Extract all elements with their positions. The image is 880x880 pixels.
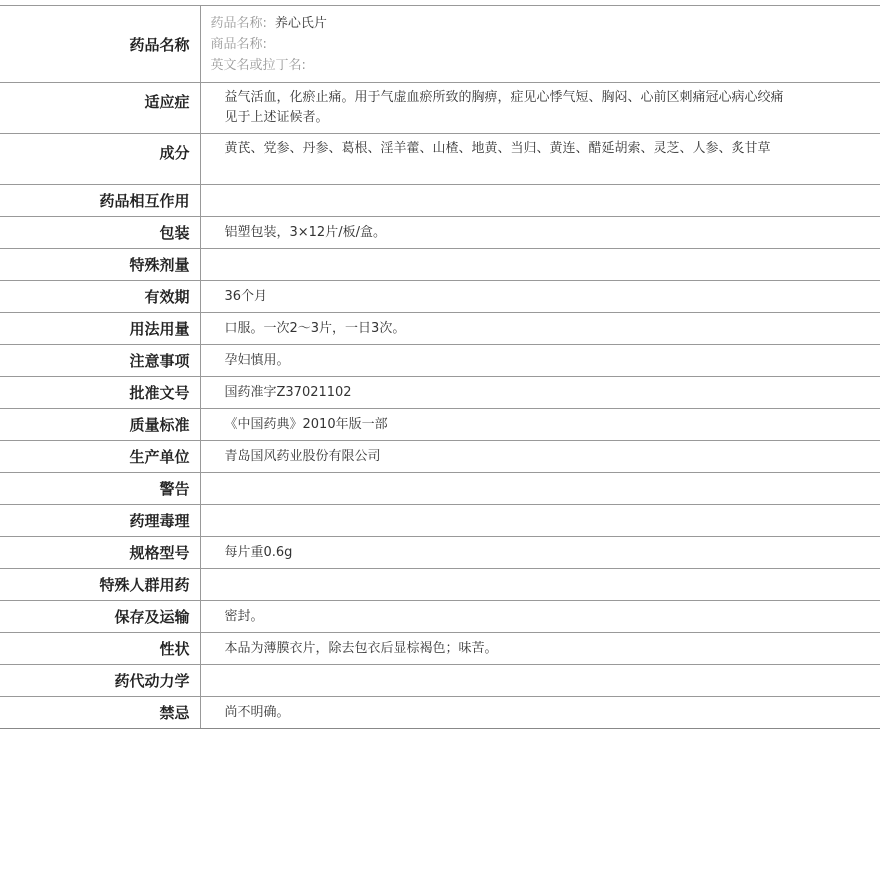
label-standard: 质量标准	[0, 409, 200, 441]
name-line-latin	[201, 55, 791, 76]
value-specification: 每片重0.6g	[200, 537, 880, 569]
row-drug-name	[0, 6, 880, 83]
label-interactions: 药品相互作用	[0, 185, 200, 217]
label-ingredients: 成分	[0, 134, 200, 185]
value-standard: 《中国药典》2010年版一部	[200, 409, 880, 441]
label-indications: 适应症	[0, 83, 200, 134]
value-indications: 益气活血，化瘀止痛。用于气虚血瘀所致的胸痹，症见心悸气短、胸闷、心前区刺痛冠心病心绞痛见于上述证候者。	[200, 83, 880, 134]
label-description: 性状	[0, 633, 200, 665]
row-storage	[0, 601, 880, 633]
latin-name-value	[306, 58, 314, 73]
name-line-generic	[201, 13, 791, 34]
value-ingredients: 黄芪、党参、丹参、葛根、淫羊藿、山楂、地黄、当归、黄连、醋延胡索、灵芝、人参、炙甘草	[200, 134, 880, 185]
trade-name-value	[267, 37, 275, 52]
value-package: 铝塑包装，3×12片/板/盒。	[200, 217, 880, 249]
value-storage: 密封。	[200, 601, 880, 633]
value-special-dosage	[200, 249, 880, 281]
row-specification	[0, 537, 880, 569]
label-toxicology: 药理毒理	[0, 505, 200, 537]
row-contraindications	[0, 697, 880, 729]
row-shelf-life	[0, 281, 880, 313]
label-special-dosage: 特殊剂量	[0, 249, 200, 281]
row-standard	[0, 409, 880, 441]
value-contraindications: 尚不明确。	[200, 697, 880, 729]
label-special-groups: 特殊人群用药	[0, 569, 200, 601]
label-usage: 用法用量	[0, 313, 200, 345]
row-toxicology	[0, 505, 880, 537]
value-description: 本品为薄膜衣片，除去包衣后显棕褐色；味苦。	[200, 633, 880, 665]
drug-spec-table	[0, 5, 880, 729]
label-shelf-life: 有效期	[0, 281, 200, 313]
label-manufacturer: 生产单位	[0, 441, 200, 473]
label-precautions: 注意事项	[0, 345, 200, 377]
value-toxicology	[200, 505, 880, 537]
name-line-trade	[201, 34, 791, 55]
value-pharmacokinetics	[200, 665, 880, 697]
generic-name-value: 养心氏片	[274, 15, 327, 31]
value-special-groups	[200, 569, 880, 601]
row-description	[0, 633, 880, 665]
generic-name-label: 药品名称:	[210, 15, 267, 31]
value-precautions: 孕妇慎用。	[200, 345, 880, 377]
value-usage: 口服。一次2～3片，一日3次。	[200, 313, 880, 345]
value-approval: 国药准字Z37021102	[200, 377, 880, 409]
row-interactions	[0, 185, 880, 217]
label-contraindications: 禁忌	[0, 697, 200, 729]
label-specification: 规格型号	[0, 537, 200, 569]
row-special-dosage	[0, 249, 880, 281]
trade-name-label: 商品名称:	[210, 36, 267, 52]
row-warning	[0, 473, 880, 505]
row-manufacturer	[0, 441, 880, 473]
row-indications	[0, 83, 880, 134]
label-drug-name: 药品名称	[0, 6, 200, 83]
row-usage	[0, 313, 880, 345]
row-package	[0, 217, 880, 249]
value-shelf-life: 36个月	[200, 281, 880, 313]
value-interactions	[200, 185, 880, 217]
label-approval: 批准文号	[0, 377, 200, 409]
label-pharmacokinetics: 药代动力学	[0, 665, 200, 697]
drug-name-block	[200, 6, 880, 83]
latin-name-label: 英文名或拉丁名:	[210, 57, 306, 73]
row-special-groups	[0, 569, 880, 601]
label-package: 包装	[0, 217, 200, 249]
row-approval	[0, 377, 880, 409]
row-precautions	[0, 345, 880, 377]
label-warning: 警告	[0, 473, 200, 505]
row-ingredients	[0, 134, 880, 185]
label-storage: 保存及运输	[0, 601, 200, 633]
value-manufacturer: 青岛国风药业股份有限公司	[200, 441, 880, 473]
row-pharmacokinetics	[0, 665, 880, 697]
value-warning	[200, 473, 880, 505]
